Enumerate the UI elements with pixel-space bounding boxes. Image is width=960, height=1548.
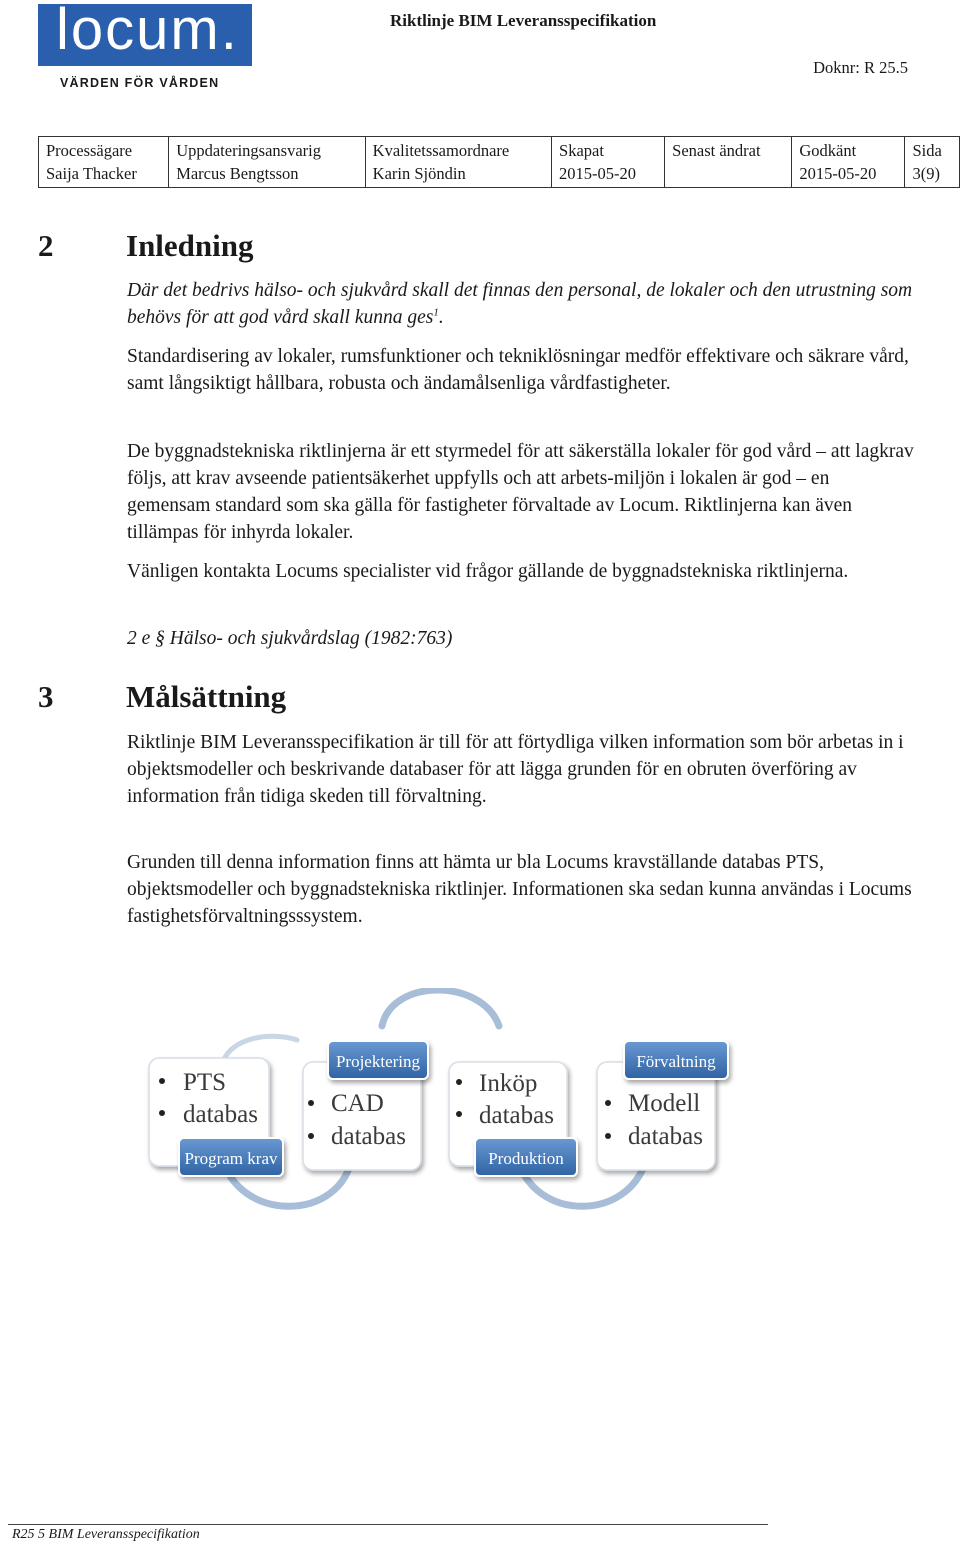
diagram-box-4 — [597, 1041, 728, 1170]
document-number: Doknr: R 25.5 — [813, 58, 908, 77]
diagram-box-3 — [449, 1062, 577, 1176]
page-footer: R25 5 BIM Leveransspecifikation — [12, 1527, 200, 1542]
diagram-box-2 — [303, 1041, 428, 1170]
section-title: Målsättning — [126, 679, 287, 714]
meta-value: 2015-05-20 — [559, 164, 637, 183]
meta-value: 2015-05-20 — [799, 164, 877, 183]
diagram-item: Inköp — [479, 1070, 538, 1097]
diagram-item: databas — [479, 1102, 554, 1129]
meta-label: Uppdateringsansvarig — [176, 141, 321, 160]
meta-value: Karin Sjöndin — [372, 164, 466, 183]
paragraph: Standardisering av lokaler, rumsfunktioner och tekniklösningar medför effektivare och säkrare vård, samt långsiktigt hållbara, robusta och ändamålsenliga vårdfastigheter. — [127, 346, 909, 394]
footnote: 2 e § Hälso- och sjukvårdslag (1982:763) — [127, 628, 453, 649]
diagram-item: PTS — [183, 1069, 227, 1096]
document-title: Riktlinje BIM Leveransspecifikation — [390, 11, 657, 30]
diagram-tag: Förvaltning — [636, 1052, 716, 1071]
diagram-item: databas — [183, 1101, 258, 1128]
section-heading — [38, 228, 254, 264]
meta-value: Saija Thacker — [46, 164, 137, 183]
section-heading — [38, 679, 286, 715]
meta-value: Marcus Bengtsson — [176, 164, 299, 183]
quote-text: Där det bedrivs hälso- och sjukvård skall det finnas den personal, de lokaler och den utrustning som behövs för att god vård skall kunna ges — [127, 280, 913, 328]
meta-cell-created — [552, 137, 665, 188]
metadata-table — [38, 136, 960, 188]
diagram-item: CAD — [331, 1090, 384, 1117]
meta-label: Skapat — [559, 141, 604, 160]
section-number: 3 — [38, 679, 54, 714]
arc-connector-2 — [382, 990, 499, 1026]
section-number: 2 — [38, 228, 54, 263]
meta-label: Senast ändrat — [672, 141, 761, 160]
paragraph: Riktlinje BIM Leveransspecifikation är till för att förtydliga vilken information som bör arbetas in i objektsmodeller och beskrivande databaser för att lägga grunden för en obruten överföring av information från tidiga skeden till förvaltning. — [127, 732, 904, 807]
meta-cell-owner — [39, 137, 169, 188]
diagram-item: databas — [331, 1123, 406, 1150]
meta-cell-updater — [169, 137, 365, 188]
meta-cell-page — [905, 137, 960, 188]
locum-logo — [38, 0, 252, 92]
meta-label: Processägare — [46, 141, 133, 160]
quote-paragraph: Där det bedrivs hälso- och sjukvård skall det finnas den personal, de lokaler och den utrustning som behövs för att god vård skall kunna ges$^1$. — [127, 280, 913, 328]
section-title: Inledning — [126, 228, 254, 263]
meta-value: 3(9) — [912, 164, 940, 183]
diagram-item: databas — [628, 1123, 703, 1150]
metadata-row — [39, 137, 960, 188]
paragraph: De byggnadstekniska riktlinjerna är ett styrmedel för att säkerställa lokaler för god vård – att lagkrav följs, att krav avseende patientsäkerhet uppfylls och att arbets-miljön i lokalen är god – en gemensam standard som ska gälla för fastigheter förvaltade av Locum. Riktlinjerna kan även tillämpas för inhyrda lokaler. — [127, 441, 914, 543]
footnote-ref: 1 — [433, 306, 439, 319]
diagram-item: Modell — [628, 1090, 701, 1117]
diagram-tag: Program krav — [184, 1149, 278, 1168]
footer-divider — [8, 1524, 768, 1525]
paragraph: Vänligen kontakta Locums specialister vid frågor gällande de byggnadstekniska riktlinjerna. — [127, 561, 849, 582]
meta-cell-approved — [792, 137, 905, 188]
logo-tagline: VÄRDEN FÖR VÅRDEN — [60, 76, 220, 90]
meta-cell-changed — [665, 137, 792, 188]
logo-text: locum. — [56, 0, 239, 62]
paragraph: Grunden till denna information finns att hämta ur bla Locums kravställande databas PTS, objektsmodeller och byggnadstekniska riktlinjer. Informationen ska sedan kunna användas i Locums fastighetsförvaltningsssystem. — [127, 852, 912, 927]
meta-label: Godkänt — [799, 141, 857, 160]
diagram-tag: Produktion — [488, 1149, 564, 1168]
diagram-tag: Projektering — [335, 1052, 421, 1071]
meta-label: Kvalitetssamordnare — [372, 141, 510, 160]
diagram-box-1 — [149, 1058, 283, 1176]
meta-label: Sida — [912, 141, 942, 160]
meta-cell-quality — [365, 137, 551, 188]
process-diagram — [127, 988, 745, 1230]
